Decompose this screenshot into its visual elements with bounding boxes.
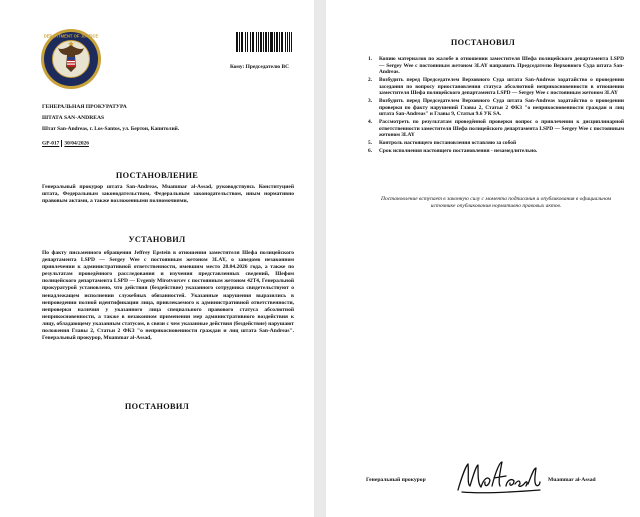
heading-decided: ПОСТАНОВИЛ	[124, 402, 190, 411]
intro-paragraph: Генеральный прокурор штата San-Andreas, Muammar al-Assad, руководствуясь Конституцией штата, Федеральным законодательством, Федеральным законодательством, иным нормативно правовым актами, а также возложенными полномочиями,	[42, 184, 294, 205]
svg-text:DEPARTMENT OF JUSTICE: DEPARTMENT OF JUSTICE	[43, 33, 99, 39]
recipient-label: Кому: Председателю ВС	[230, 64, 289, 70]
document-page-1	[0, 0, 314, 517]
signer-name: Muammar al-Assad	[548, 477, 596, 483]
barcode	[236, 32, 292, 58]
document-number-line	[42, 140, 89, 147]
document-page-2	[326, 0, 640, 517]
list-item: 2. Возбудить перед Председателем Верховного Суда штата San-Andreas ходатайство о проведении заседания по вопросу приостановления статуса абсолютной неприкосновенности в отношении заместителя Шефа полицейского департамента LSPD — Sergey Wee с постоянным жетоном 3LAY	[368, 76, 624, 97]
decision-list	[368, 56, 624, 155]
document-number: GP-017	[42, 140, 60, 147]
heading-resolution: ПОСТАНОВЛЕНИЕ	[115, 171, 199, 180]
org-name: ГЕНЕРАЛЬНАЯ ПРОКУРАТУРА	[42, 104, 127, 110]
handwritten-signature	[454, 456, 544, 498]
list-item: 6. Срок исполнения настоящего постановления - незамедлительно.	[368, 147, 538, 154]
signer-title: Генеральный прокурор	[366, 477, 426, 483]
legal-force-note: Постановление вступает в законную силу с момента подписания и опубликования в официальном источнике опубликования нормативно правовых актов.	[380, 196, 612, 209]
list-item: 1. Копию материалов по жалобе в отношении заместителя Шефа полицейского департамента LSPD — Sergey Wee с постоянным жетоном 3LAY направить Председателю Верховного Суда штата San-Andreas.	[368, 56, 624, 76]
established-paragraph: По факту письменного обращения Jeffrey Epstein в отношении заместителя Шефа полицейского департамента LSPD — Sergey Wee с постоянным жетоном 3LAY, о заведомо незаконном привлечении к административной ответственности, имевшим место 28.04.2026 года, а также по результатам проведённого расследования и изучения представленных сведений, Шефом полицейского департамента LSPD — Evgeniy Mirotvorcev с постоянным жетоном 42T4, Генеральной прокуратурой установлено, что действия (бездействие) указанного сотрудника свидетельствуют о ненадлежащем исполнении служебных обязанностей. Указанные нарушения выразились в непроведении полной идентификации лица, привлекаемого к административной ответственности, непроверки наличия у указанного лица специального правового статуса абсолютной неприкосновенности, а также в незаконном применении мер административного воздействия к лицу, обладающему указанным статусом, в связи с чем указанные действия (бездействие) нарушают положения Главы 2, Статьи 2 ФКЗ "о неприкосновенности граждан и лиц штата San-Andreas". Генеральный прокурор, Muammar al-Assad,	[42, 250, 294, 342]
document-date: 30/04/2026	[64, 140, 89, 147]
list-item: 5. Контроль настоящего постановления оставляю за собой	[368, 139, 517, 146]
list-item: 4. Рассмотреть по результатам проведённой проверки вопрос о привлечении к дисциплинарной ответственности заместителя Шефа полицейского департамента LSPD — Sergey Wee с постоянным жетоном 3LAY	[368, 118, 624, 139]
org-state: ШТАТА SAN-ANDREAS	[42, 115, 105, 121]
heading-established: УСТАНОВИЛ	[128, 235, 186, 244]
list-item: 3. Возбудить перед Председателем Верховного Суда штата San-Andreas ходатайство о проведении проверки по факту нарушений Главы 2, Статьи 2 ФКЗ "о неприкосновенности граждан и лиц штата San-Andreas" и Главы 9, Статьи 9.6 УК SA.	[368, 97, 624, 118]
department-of-justice-seal	[40, 28, 102, 90]
page2-heading: ПОСТАНОВИЛ	[450, 38, 516, 47]
org-address: Штат San-Andreas, г. Los-Santos, ул. Бертон, Капитолий.	[42, 126, 180, 132]
